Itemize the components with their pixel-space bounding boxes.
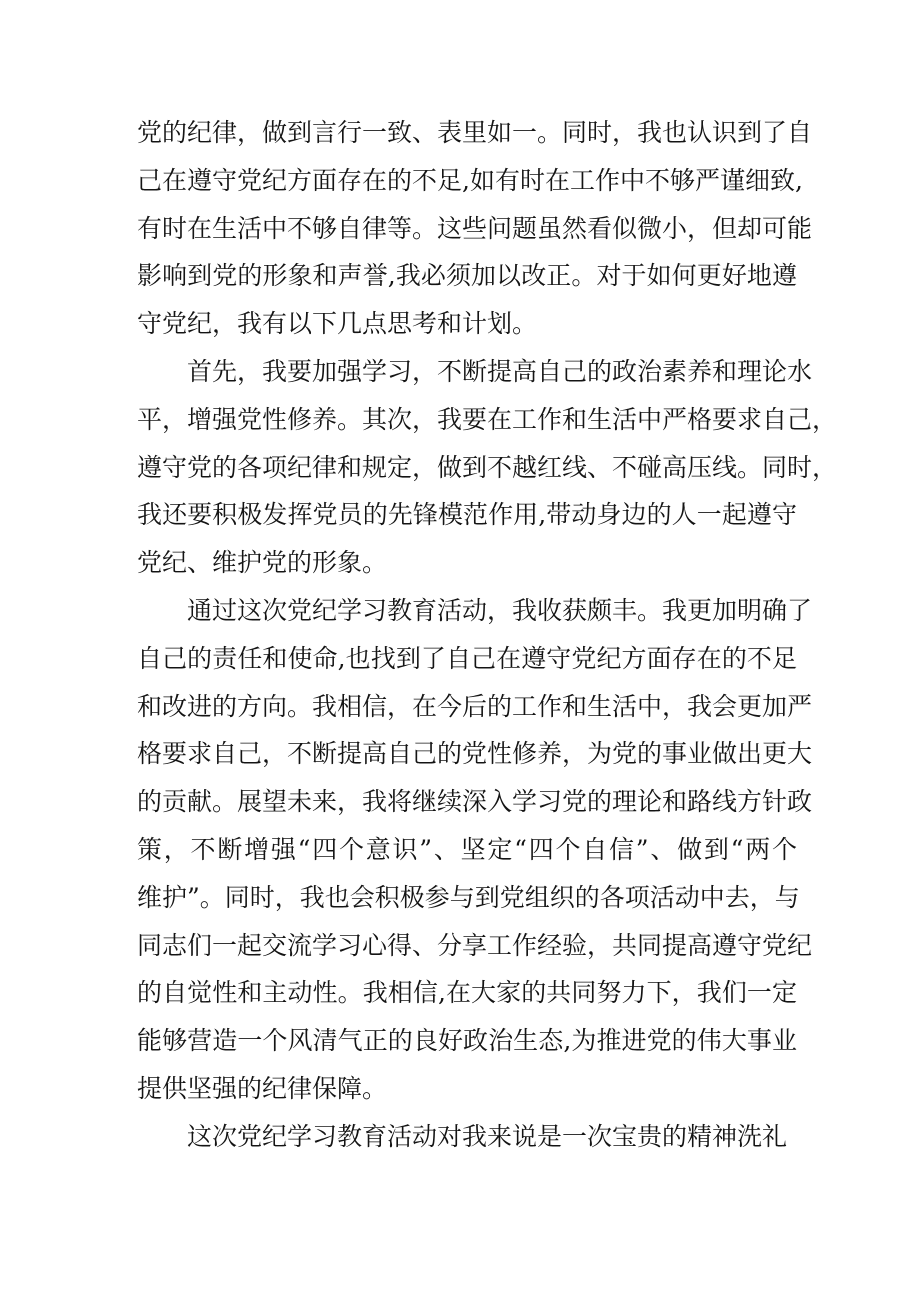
text-line: 格要求自己，不断提高自己的党性修养，为党的事业做出更大 [137, 739, 813, 769]
text-line: 的自觉性和主动性。我相信,在大家的共同努力下，我们一定 [137, 978, 797, 1008]
text-line: 党纪、维护党的形象。 [137, 548, 388, 578]
document-body [137, 109, 838, 1161]
text-line: 和改进的方向。我相信，在今后的工作和生活中，我会更加严 [137, 691, 813, 721]
paragraph-4 [137, 1113, 797, 1161]
text-line: 同志们一起交流学习心得、分享工作经验，共同提高遵守党纪 [137, 930, 813, 960]
text-line: 这次党纪学习教育活动对我来说是一次宝贵的精神洗礼 [187, 1121, 788, 1151]
text-line: 守党纪，我有以下几点思考和计划。 [137, 309, 538, 339]
text-line: 提供坚强的纪律保障。 [137, 1073, 388, 1103]
text-line: 通过这次党纪学习教育活动，我收获颇丰。我更加明确了 [187, 595, 813, 625]
paragraph-2 [137, 348, 838, 587]
text-line: 的贡献。展望未来，我将继续深入学习党的理论和路线方针政 [137, 787, 813, 817]
text-line: 党的纪律，做到言行一致、表里如一。同时，我也认识到了自 [137, 118, 813, 147]
text-line: 我还要积极发挥党员的先锋模范作用,带动身边的人一起遵守 [137, 500, 797, 530]
text-line: 有时在生活中不够自律等。这些问题虽然看似微小，但却可能 [137, 213, 813, 243]
text-line: 策，不断增强“四个意识”、坚定“四个自信”、做到“两个 [137, 834, 797, 864]
text-line: 影响到党的形象和声誉,我必须加以改正。对于如何更好地遵 [137, 261, 797, 291]
text-line: 自己的责任和使命,也找到了自己在遵守党纪方面存在的不足 [137, 643, 797, 673]
text-line: 维护”。同时，我也会积极参与到党组织的各项活动中去，与 [137, 882, 800, 912]
text-line: 己在遵守党纪方面存在的不足,如有时在工作中不够严谨细致, [137, 165, 803, 195]
text-line: 平，增强党性修养。其次，我要在工作和生活中严格要求自己， [137, 404, 838, 434]
text-line: 能够营造一个风清气正的良好政治生态,为推进党的伟大事业 [137, 1026, 797, 1056]
text-line: 遵守党的各项纪律和规定，做到不越红线、不碰高压线。同时， [137, 452, 838, 482]
paragraph-3 [137, 587, 813, 1113]
text-line: 首先，我要加强学习，不断提高自己的政治素养和理论水 [187, 356, 813, 386]
paragraph-1 [137, 109, 813, 348]
